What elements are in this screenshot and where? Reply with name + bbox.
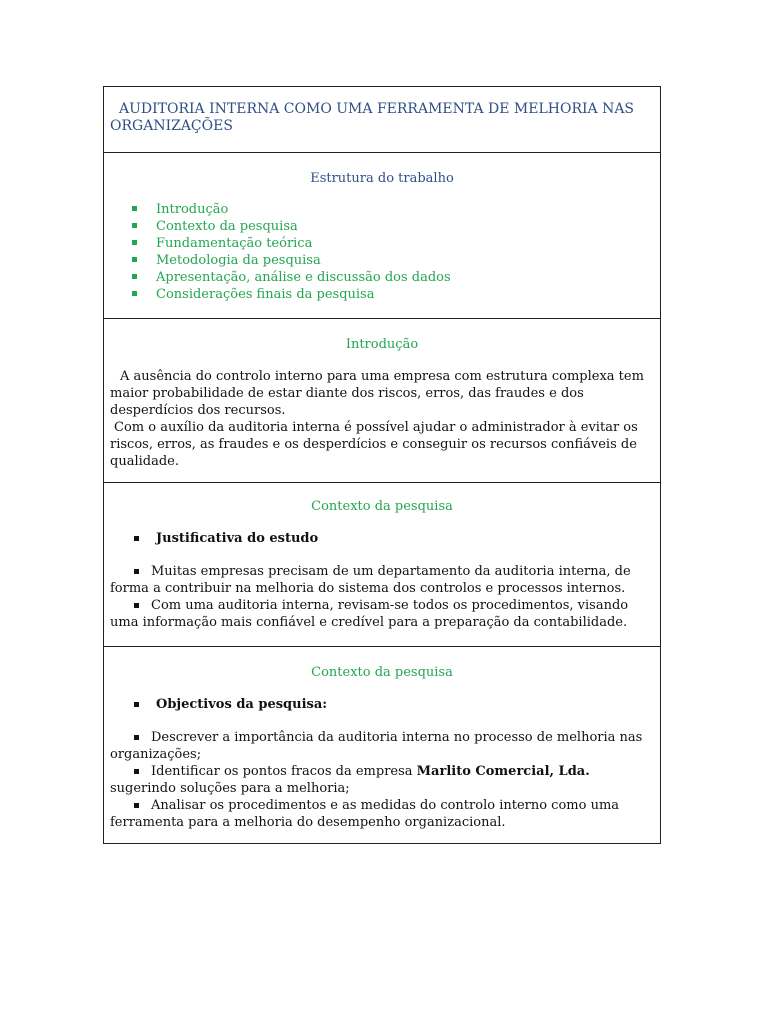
introducao-paragraph-2: Com o auxílio da auditoria interna é possível ajudar o administrador à evitar os riscos, erros, as fraudes e os desperdícios e conseguir os recursos confiáveis de qualidade. [110, 420, 638, 469]
introducao-section [103, 319, 661, 483]
square-bullet-icon [132, 206, 137, 211]
square-bullet-icon [134, 702, 139, 707]
toc-item: Considerações finais da pesquisa [132, 286, 654, 303]
square-bullet-icon [134, 769, 139, 774]
square-bullet-icon [134, 803, 139, 808]
square-bullet-icon [134, 536, 139, 541]
toc-item: Contexto da pesquisa [132, 218, 654, 235]
justificativa-subheading: Justificativa do estudo [110, 530, 654, 547]
contexto-heading: Contexto da pesquisa [311, 499, 453, 514]
justificativa-bullet-2: Com uma auditoria interna, revisam-se todos os procedimentos, visando uma informação mais confiável e credível para a preparação da contabilidade. [110, 598, 629, 630]
estrutura-section [103, 153, 661, 319]
square-bullet-icon [134, 603, 139, 608]
toc-item: Fundamentação teórica [132, 235, 654, 252]
introducao-paragraph-1: A ausência do controlo interno para uma empresa com estrutura complexa tem maior probabilidade de estar diante dos riscos, erros, das fraudes e dos desperdícios dos recursos. [110, 369, 644, 418]
objectivos-subheading: Objectivos da pesquisa: [110, 696, 654, 713]
justificativa-bullet-1: Muitas empresas precisam de um departamento da auditoria interna, de forma a contribuir na melhoria do sistema dos controlos e processos internos. [110, 564, 631, 596]
objectivos-bullet-1: Descrever a importância da auditoria interna no processo de melhoria nas organizações; [110, 730, 643, 762]
square-bullet-icon [132, 240, 137, 245]
document-title: AUDITORIA INTERNA COMO UMA FERRAMENTA DE MELHORIA NAS ORGANIZAÇÕES [110, 101, 635, 134]
title-section [103, 86, 661, 153]
square-bullet-icon [132, 223, 137, 228]
document [103, 86, 661, 844]
square-bullet-icon [132, 291, 137, 296]
introducao-heading: Introdução [345, 337, 419, 352]
contexto-heading: Contexto da pesquisa [311, 665, 453, 680]
square-bullet-icon [132, 274, 137, 279]
toc-item: Metodologia da pesquisa [132, 252, 654, 269]
objectivos-bullet-3: Analisar os procedimentos e as medidas do controlo interno como uma ferramenta para a melhoria do desempenho organizacional. [110, 798, 620, 830]
company-name: Marlito Comercial, Lda. [416, 764, 590, 779]
contexto-justificativa-section [103, 483, 661, 647]
toc-item: Apresentação, análise e discussão dos dados [132, 269, 654, 286]
estrutura-heading: Estrutura do trabalho [310, 171, 454, 186]
toc-item: Introdução [132, 201, 654, 218]
square-bullet-icon [132, 257, 137, 262]
square-bullet-icon [134, 735, 139, 740]
objectivos-bullet-2: Identificar os pontos fracos da empresa Marlito Comercial, Lda. sugerindo soluções para a melhoria; [110, 764, 590, 796]
contexto-objectivos-section [103, 647, 661, 844]
toc-list [110, 201, 654, 303]
square-bullet-icon [134, 569, 139, 574]
